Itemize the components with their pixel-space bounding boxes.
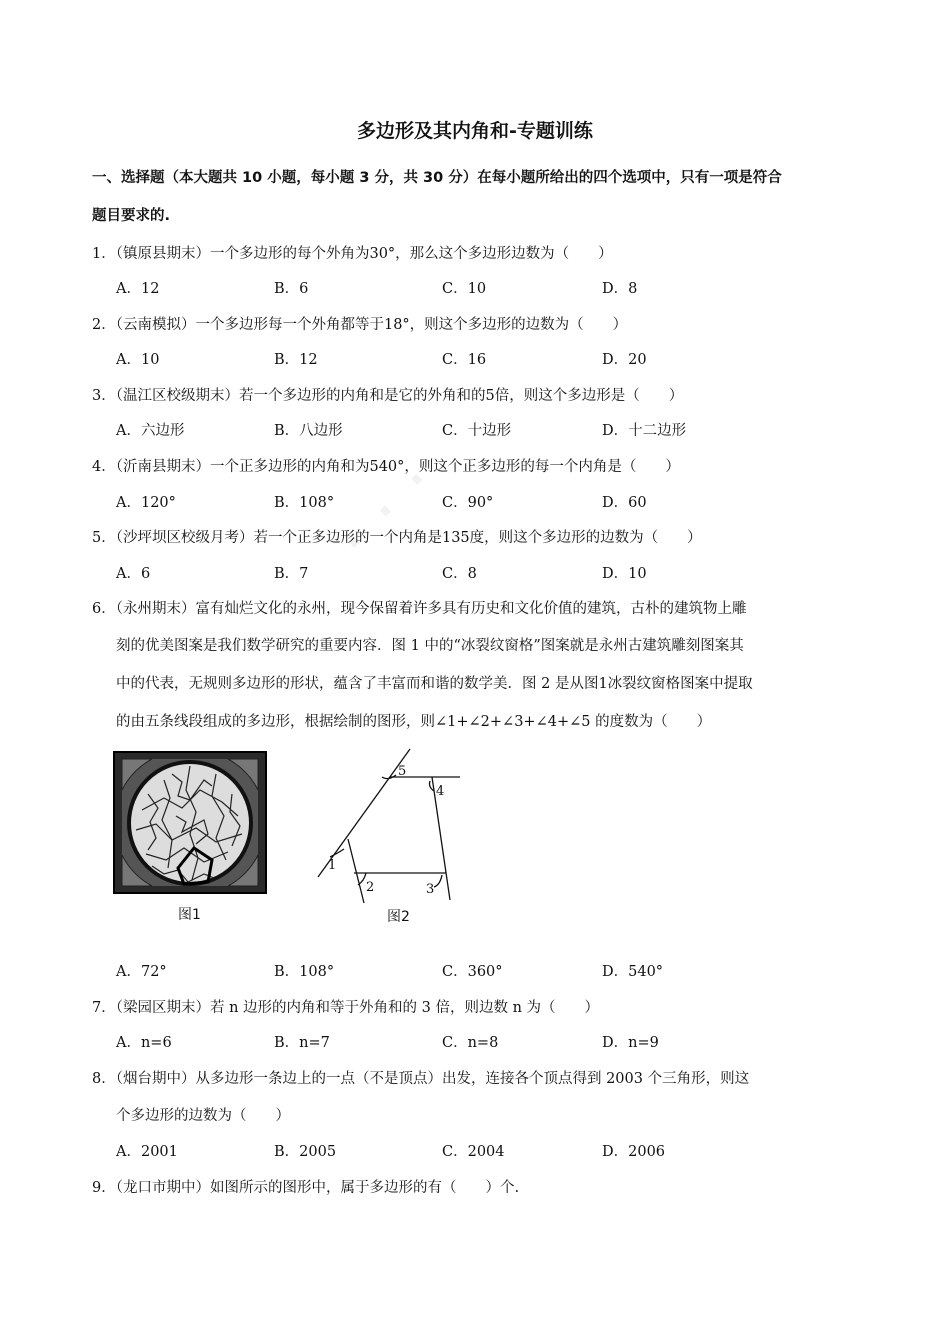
- option-c: C．16: [442, 352, 487, 368]
- option-d: D．8: [602, 281, 638, 297]
- option-b: B．12: [274, 352, 318, 368]
- page-title: 多边形及其内角和-专题训练: [357, 120, 593, 142]
- option-b: B．八边形: [274, 423, 343, 439]
- angle-label-4: 4: [436, 784, 445, 799]
- option-a: A．2001: [116, 1144, 178, 1160]
- option-c: C．360°: [442, 964, 503, 980]
- question-1: 1．（镇原县期末）一个多边形的每个外角为30°，那么这个多边形边数为（ ）: [92, 246, 613, 262]
- question-8-cont-1: 个多边形的边数为（ ）: [116, 1108, 290, 1124]
- figure-2-pentagon-diagram: [308, 745, 468, 905]
- option-d: D．20: [602, 352, 647, 368]
- option-c: C．10: [442, 281, 487, 297]
- question-6-cont-2: 中的代表，无规则多边形的形状，蕴含了丰富而和谐的数学美．图 2 是从图1冰裂纹窗格图案中提取: [116, 676, 753, 692]
- question-9: 9．（龙口市期中）如图所示的图形中，属于多边形的有（ ）个.: [92, 1180, 520, 1196]
- option-d: D．60: [602, 495, 647, 511]
- section-heading-line-2: 题目要求的.: [92, 208, 171, 224]
- option-a: A．6: [116, 566, 151, 582]
- question-5: 5．（沙坪坝区校级月考）若一个正多边形的一个内角是135度，则这个多边形的边数为（ ）: [92, 530, 702, 546]
- option-a: A．120°: [116, 495, 176, 511]
- angle-label-5: 5: [398, 764, 407, 779]
- option-c: C．十边形: [442, 423, 512, 439]
- option-b: B．n=7: [274, 1035, 330, 1051]
- question-4: 4．（沂南县期末）一个正多边形的内角和为540°，则这个正多边形的每一个内角是（ ）: [92, 459, 680, 475]
- angle-label-1: 1: [328, 858, 337, 873]
- option-c: C．90°: [442, 495, 494, 511]
- option-a: A．六边形: [116, 423, 185, 439]
- question-2: 2．（云南模拟）一个多边形每一个外角都等于18°，则这个多边形的边数为（ ）: [92, 317, 628, 333]
- option-d: D．n=9: [602, 1035, 659, 1051]
- option-b: B．108°: [274, 495, 335, 511]
- option-a: A．10: [116, 352, 160, 368]
- question-6-cont-3: 的由五条线段组成的多边形，根据绘制的图形，则∠1+∠2+∠3+∠4+∠5 的度数为（ ）: [116, 714, 712, 730]
- figure-1-caption: 图1: [178, 907, 201, 923]
- question-6-cont-1: 刻的优美图案是我们数学研究的重要内容．图 1 中的“冰裂纹窗格”图案就是永州古建筑雕刻图案其: [116, 638, 744, 654]
- option-d: D．10: [602, 566, 647, 582]
- option-d: D．540°: [602, 964, 664, 980]
- option-a: A．12: [116, 281, 160, 297]
- option-d: D．十二边形: [602, 423, 687, 439]
- option-d: D．2006: [602, 1144, 666, 1160]
- option-b: B．108°: [274, 964, 335, 980]
- option-b: B．7: [274, 566, 309, 582]
- option-c: C．n=8: [442, 1035, 499, 1051]
- question-3: 3．（温江区校级期末）若一个多边形的内角和是它的外角和的5倍，则这个多边形是（ ）: [92, 388, 684, 404]
- option-a: A．72°: [116, 964, 167, 980]
- option-c: C．2004: [442, 1144, 505, 1160]
- question-7: 7．（梁园区期末）若 n 边形的内角和等于外角和的 3 倍，则边数 n 为（ ）: [92, 1000, 600, 1016]
- angle-label-2: 2: [366, 880, 375, 895]
- option-b: B．6: [274, 281, 309, 297]
- question-8: 8．（烟台期中）从多边形一条边上的一点（不是顶点）出发，连接各个顶点得到 2003 个三角形，则这: [92, 1071, 750, 1087]
- option-c: C．8: [442, 566, 477, 582]
- angle-label-3: 3: [426, 882, 435, 897]
- figure-2-caption: 图2: [387, 909, 410, 925]
- option-a: A．n=6: [116, 1035, 172, 1051]
- section-heading-line-1: 一、选择题（本大题共 10 小题，每小题 3 分，共 30 分）在每小题所给出的四个选项中，只有一项是符合: [92, 170, 782, 186]
- option-b: B．2005: [274, 1144, 337, 1160]
- watermark: · · ·: [317, 442, 454, 580]
- question-6: 6．（永州期末）富有灿烂文化的永州，现今保留着许多具有历史和文化价值的建筑，古朴的建筑物上雕: [92, 601, 747, 617]
- figure-1-window-lattice: [112, 750, 268, 895]
